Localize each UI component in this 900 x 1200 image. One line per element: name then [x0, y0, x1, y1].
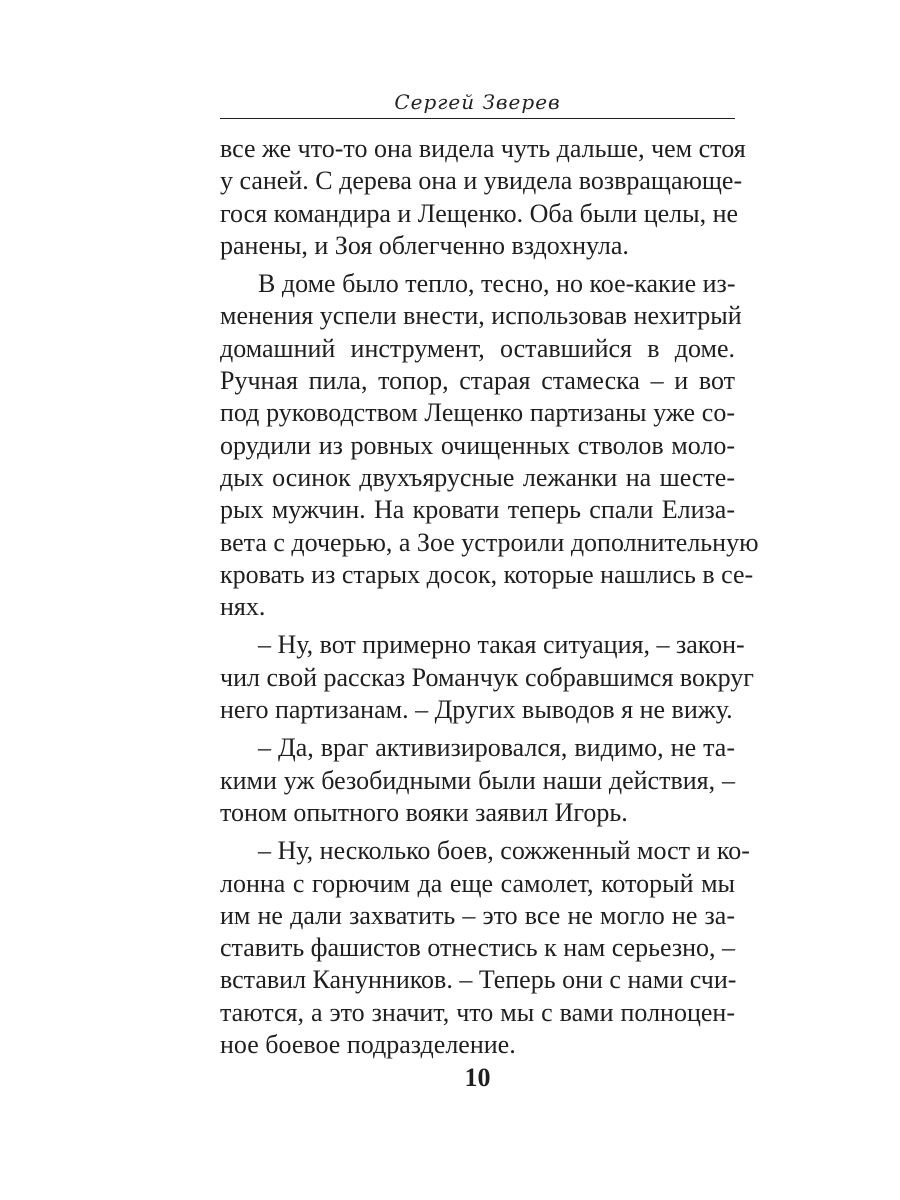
text-line: вета с дочерью, а Зое устроили дополнительную [220, 527, 759, 557]
text-line: ное боевое подразделение. [220, 1030, 516, 1060]
text-line: – Да, враг активизировался, видимо, не та- [258, 733, 735, 763]
text-line: у саней. С дерева она и увидела возвращающе- [220, 166, 743, 196]
text-line: рых мужчин. На кровати теперь спали Елиза- [220, 495, 735, 525]
paragraph [220, 268, 759, 623]
paragraph [220, 732, 735, 829]
text-line: вставил Канунников. – Теперь они с нами счи- [220, 965, 737, 995]
text-line: под руководством Лещенко партизаны уже со- [220, 398, 735, 428]
text-line: него партизанам. – Других выводов я не вижу. [220, 695, 733, 725]
text-line: ранены, и Зоя облегченно вздохнула. [220, 230, 629, 260]
text-line: В доме было тепло, тесно, но кое-какие из- [258, 269, 736, 299]
text-line: тоном опытного вояки заявил Игорь. [220, 797, 628, 827]
paragraph [220, 835, 750, 1061]
text-line: – Ну, несколько боев, сожженный мост и ко- [258, 836, 750, 866]
running-header: Сергей Зверев [394, 90, 561, 114]
text-line: кровать из старых досок, которые нашлись в се- [220, 559, 754, 589]
text-line: менения успели внести, использовав нехитрый [220, 301, 742, 331]
header-rule [220, 118, 735, 119]
text-line: лонна с горючим да еще самолет, который мы [220, 868, 735, 898]
text-line: гося командира и Лещенко. Оба были целы, не [220, 198, 739, 228]
text-line: таются, а это значит, что мы с вами полноцен- [220, 997, 735, 1027]
text-line: Ручная пила, топор, старая стамеска – и вот [220, 366, 735, 396]
page-text [220, 133, 759, 1061]
text-line: им не дали захватить – это все не могло не за- [220, 900, 735, 930]
text-line: чил свой рассказ Романчук собравшимся вокруг [220, 662, 754, 692]
text-line: все же что-то она видела чуть дальше, чем стоя [220, 134, 746, 163]
paragraph [220, 629, 754, 726]
text-line: нях. [220, 592, 266, 622]
text-line: кими уж безобидными были наши действия, – [220, 765, 735, 795]
text-line: – Ну, вот примерно такая ситуация, – закон- [258, 630, 745, 660]
page-number: 10 [464, 1063, 491, 1092]
text-line: орудили из ровных очищенных стволов моло- [220, 430, 735, 460]
paragraph [220, 133, 746, 262]
text-line: домашний инструмент, оставшийся в доме. [220, 333, 735, 363]
text-line: дых осинок двухъярусные лежанки на шесте- [220, 462, 735, 492]
text-line: ставить фашистов отнестись к нам серьезно, – [220, 933, 735, 963]
